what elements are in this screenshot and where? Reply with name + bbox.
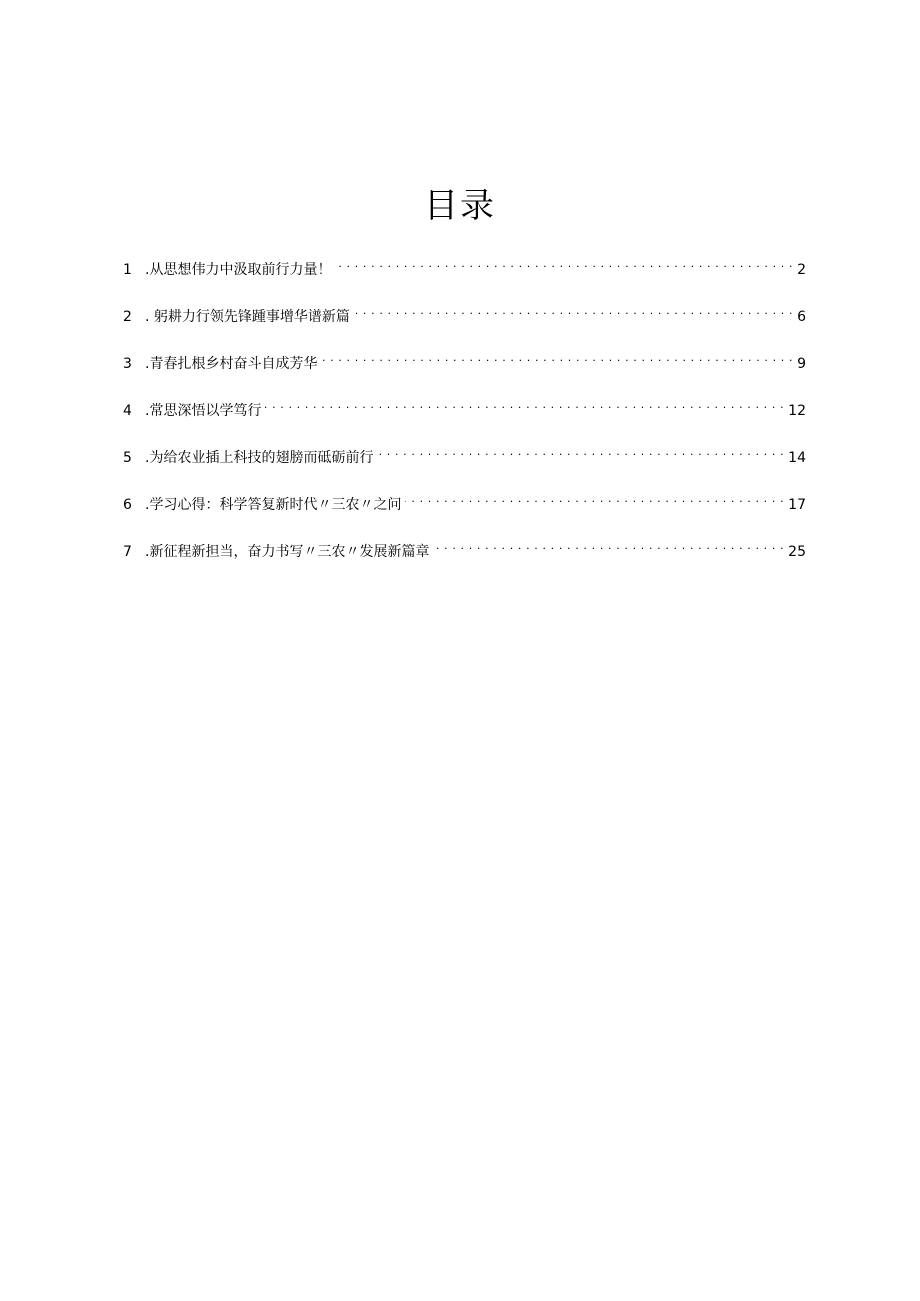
dot-leader [354,301,793,321]
toc-entry-number: 1 [123,262,132,278]
toc-entry-5[interactable] [123,442,806,489]
toc-entry-2[interactable] [123,301,806,348]
toc-entry-1[interactable] [123,254,806,301]
toc-entry-number: 2 [123,309,132,325]
toc-entry-title: .新征程新担当，奋力书写〃三农〃发展新篇章 [145,544,430,560]
page-title: 目录 [424,186,496,226]
toc-entry-title: .从思想伟力中汲取前行力量！ [145,262,332,278]
toc-entry-4[interactable] [123,395,806,442]
toc-entry-number: 5 [123,450,132,466]
toc-entry-7[interactable] [123,536,806,583]
dot-leader [377,442,784,462]
table-of-contents [123,254,806,583]
toc-entry-page: 9 [797,356,806,372]
toc-entry-number: 7 [123,544,132,560]
toc-entry-title: .学习心得：科学答复新时代〃三农〃之问 [145,497,402,513]
toc-entry-number: 4 [123,403,132,419]
dot-leader [335,254,793,274]
toc-entry-title: .为给农业插上科技的翅膀而砥砺前行 [145,450,374,466]
toc-entry-number: 6 [123,497,132,513]
toc-entry-page: 25 [788,544,806,560]
toc-entry-title: .青春扎根乡村奋斗自成芳华 [145,356,318,372]
toc-entry-6[interactable] [123,489,806,536]
toc-entry-page: 17 [788,497,806,513]
dot-leader [321,348,793,368]
toc-entry-page: 2 [797,262,806,278]
dot-leader [405,489,784,509]
toc-entry-page: 6 [797,309,806,325]
toc-entry-page: 12 [788,403,806,419]
dot-leader [433,536,784,556]
toc-entry-title: . 躬耕力行领先锋踵事增华谱新篇 [145,309,350,325]
dot-leader [265,395,784,415]
toc-entry-number: 3 [123,356,132,372]
toc-entry-3[interactable] [123,348,806,395]
toc-entry-title: .常思深悟以学笃行 [145,403,262,419]
toc-entry-page: 14 [788,450,806,466]
